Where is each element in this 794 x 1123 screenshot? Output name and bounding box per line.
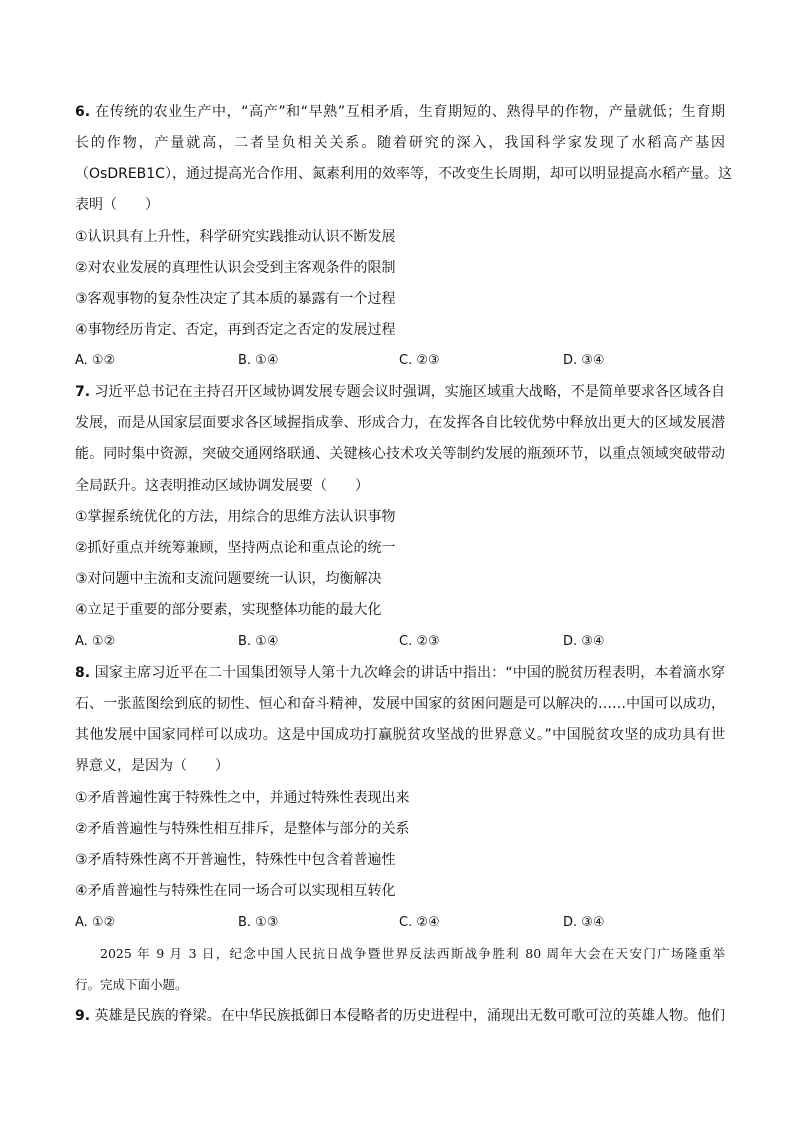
q7-option-d[interactable]: D. ③④ xyxy=(563,634,605,649)
q8-stem-line-1 xyxy=(75,663,725,683)
q9-stem-line-1 xyxy=(75,1006,725,1026)
q8-options xyxy=(75,913,735,933)
q6-option-c[interactable]: C. ②③ xyxy=(399,353,440,368)
q8-text-1: 国家主席习近平在二十国集团领导人第十九次峰会的讲话中指出：“中国的脱贫历程表明，本着滴水穿 xyxy=(94,665,725,681)
q6-stem-line-2: 长的作物，产量就高，二者呈负相关关系。随着研究的深入，我国科学家发现了水稻高产基因 xyxy=(75,135,725,151)
q6-statement-3: ③客观事物的复杂性决定了其本质的暴露有一个过程 xyxy=(75,291,396,307)
q6-statement-2: ②对农业发展的真理性认识会受到主客观条件的限制 xyxy=(75,260,396,276)
q7-stem-line-3: 能。同时集中资源，突破交通网络联通、关键核心技术攻关等制约发展的瓶颈环节，以重点领域突破带动 xyxy=(75,446,725,462)
q6-option-b[interactable]: B. ①④ xyxy=(238,353,279,368)
q6-stem-line-3: （OsDREB1C），通过提高光合作用、氮素利用的效率等，不改变生长周期，却可以明显提高水稻产量。这 xyxy=(75,166,732,182)
q8-number: 8. xyxy=(75,665,91,681)
q8-statement-1: ①矛盾普遍性寓于特殊性之中，并通过特殊性表现出来 xyxy=(75,790,410,806)
q7-statement-1: ①掌握系统优化的方法，用综合的思维方法认识事物 xyxy=(75,509,396,525)
q7-stem-line-4: 全局跃升。这表明推动区域协调发展要（ ） xyxy=(75,478,369,494)
material-line-2: 行。完成下面小题。 xyxy=(75,977,188,992)
q7-number: 7. xyxy=(75,384,91,400)
q7-statement-3: ③对问题中主流和支流问题要统一认识，均衡解决 xyxy=(75,571,382,587)
q7-option-b[interactable]: B. ①④ xyxy=(238,634,279,649)
q7-options xyxy=(75,632,735,652)
q8-option-c[interactable]: C. ②④ xyxy=(399,915,440,930)
q7-option-c[interactable]: C. ②③ xyxy=(399,634,440,649)
q8-statement-3: ③矛盾特殊性离不开普遍性，特殊性中包含着普遍性 xyxy=(75,852,396,868)
q7-statement-2: ②抓好重点并统筹兼顾，坚持两点论和重点论的统一 xyxy=(75,540,396,556)
q6-option-d[interactable]: D. ③④ xyxy=(563,353,605,368)
q7-stem-line-1 xyxy=(75,382,725,402)
q7-stem-line-2: 发展，而是从国家层面要求各区域握指成拳、形成合力，在发挥各自比较优势中释放出更大的区域发展潜 xyxy=(75,415,725,431)
q8-statement-2: ②矛盾普遍性与特殊性相互排斥，是整体与部分的关系 xyxy=(75,821,410,837)
material-line-1: 2025 年 9 月 3 日，纪念中国人民抗日战争暨世界反法西斯战争胜利 80 周年大会在天安门广场隆重举 xyxy=(100,946,725,961)
q9-number: 9. xyxy=(75,1008,91,1024)
q8-option-b[interactable]: B. ①③ xyxy=(238,915,279,930)
q8-stem-line-4: 界意义，是因为（ ） xyxy=(75,758,229,774)
q7-option-a[interactable]: A. ①② xyxy=(75,634,116,649)
q8-stem-line-2: 石、一张蓝图绘到底的韧性、恒心和奋斗精神，发展中国家的贫困问题是可以解决的……中国可以成功， xyxy=(75,696,725,712)
q6-stem-line-4: 表明（ ） xyxy=(75,197,159,213)
q6-statement-4: ④事物经历肯定、否定，再到否定之否定的发展过程 xyxy=(75,322,396,338)
q6-text-1: 在传统的农业生产中，“高产”和“早熟”互相矛盾，生育期短的、熟得早的作物，产量就低；生育期 xyxy=(95,104,725,120)
q8-option-d[interactable]: D. ③④ xyxy=(563,915,605,930)
q6-options xyxy=(75,351,735,371)
q6-number: 6. xyxy=(75,104,91,120)
q6-statement-1: ①认识具有上升性，科学研究实践推动认识不断发展 xyxy=(75,229,396,245)
q6-option-a[interactable]: A. ①② xyxy=(75,353,116,368)
q9-text-1: 英雄是民族的脊梁。在中华民族抵御日本侵略者的历史进程中，涌现出无数可歌可泣的英雄人物。他们 xyxy=(94,1008,726,1024)
q8-option-a[interactable]: A. ①② xyxy=(75,915,116,930)
q7-text-1: 习近平总书记在主持召开区域协调发展专题会议时强调，实施区域重大战略，不是简单要求各区域各自 xyxy=(94,384,726,400)
q7-statement-4: ④立足于重要的部分要素，实现整体功能的最大化 xyxy=(75,602,382,618)
q6-stem-line-1 xyxy=(75,102,725,122)
q8-statement-4: ④矛盾普遍性与特殊性在同一场合可以实现相互转化 xyxy=(75,883,396,899)
q8-stem-line-3: 其他发展中国家同样可以成功。这是中国成功打赢脱贫攻坚战的世界意义。”中国脱贫攻坚的成功具有世 xyxy=(75,727,725,743)
